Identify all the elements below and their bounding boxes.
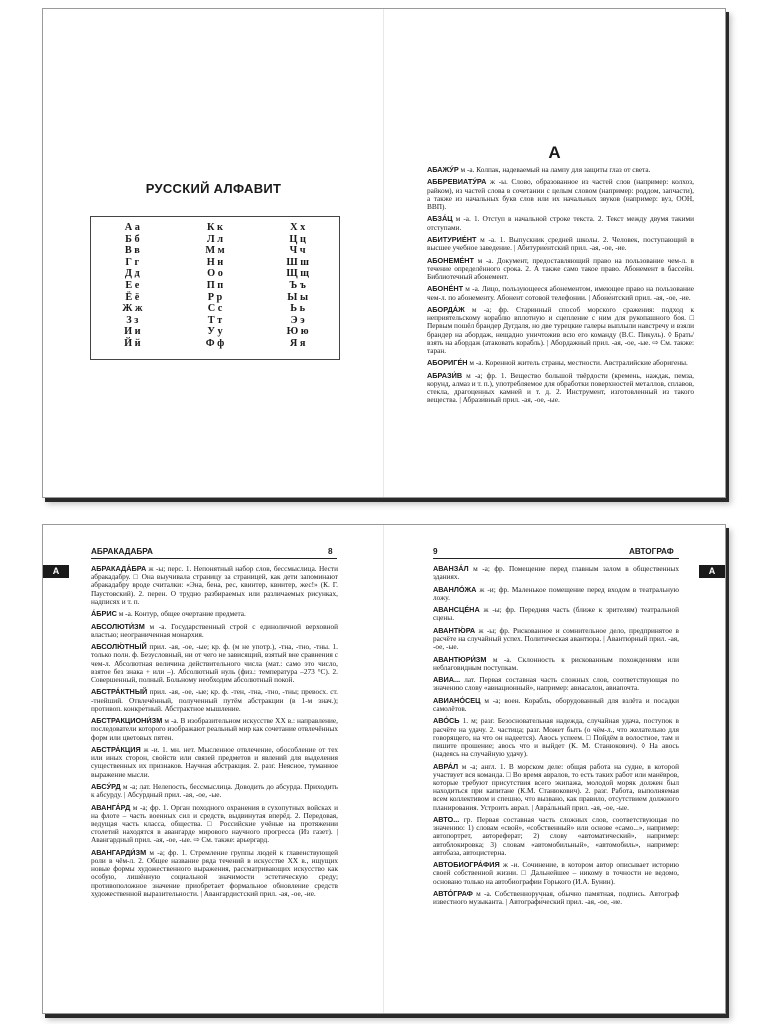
alphabet-letter: У у [207,326,223,338]
headword: АВАНТЮРИ́ЗМ [433,654,487,664]
dictionary-entry [433,717,679,758]
headword: АБОРИГЕ́Н [427,358,468,368]
definition: ж -ы; фр. Передняя часть (ближе к зрителям) театральной сцены. [433,605,679,623]
running-head: АВТОГРАФ [629,547,674,556]
dictionary-entry [91,783,338,799]
headword: АБСОЛЮ́ТНЫЙ [91,642,147,652]
dictionary-entry [427,236,694,252]
running-head: АБРАКАДАБРА [91,547,153,556]
alphabet-letter: Ю ю [286,326,309,338]
alphabet-letter: О о [207,268,223,280]
definition: м -а. Документ, предоставляющий право на пользование чем-л. в течение определённого срока. 2. А также само такое право. Абонемент в бассейн. Библиотечный абонемент. [427,255,694,281]
headword: АВТО́ГРАФ [433,888,473,898]
page-right-dictionary [384,9,725,497]
page-8 [43,525,384,1013]
dictionary-entry [91,717,338,742]
headword: А́БРИС [91,609,117,619]
dictionary-entry [91,565,338,606]
alphabet-letter: Д д [124,268,140,280]
alphabet-letter: Ц ц [289,233,306,245]
headword: АВАНЗА́Л [433,564,469,573]
alphabet-title: РУССКИЙ АЛФАВИТ [145,181,282,196]
alphabet-table [90,216,340,360]
entries-column [91,565,338,902]
alphabet-letter: Ч ч [289,245,306,257]
alphabet-letter: Э э [290,314,305,326]
headword: АБОРДА́Ж [427,304,465,314]
definition: м -а; лат. Нелепость, бессмыслица. Доводить до абсурда. Приходить к абсурду. | Абсу́рдный прил. -ая, -ое, -ые. [91,781,338,800]
alphabet-letter: Г г [125,256,140,268]
definition: ж -ы; фр. Рискованное и сомнительное дело, предпринятое в расчёте на случайный успех. Политическая авантюра. | Авантю́рный прил. -ая, -ое, -ые. [433,625,679,652]
alphabet-letter: Ш ш [286,256,309,268]
definition: ж -и; фр. Маленькое помещение перед входом в театральную ложу. [433,584,679,602]
dictionary-entry [427,166,694,174]
headword: АББРЕВИАТУ́РА [427,177,487,187]
headword: АВТО... [433,814,460,824]
dictionary-entry [433,606,679,622]
definition: гр. Первая составная часть сложных слов, соответствующая по значению: 1) словам «свой», «собственный» или основе «само...», например: автопортрет, автореферат; 2) слову «автоматический», например: автоблокировка; 3) словам «автомобильный», «автомобиль», например: автобаза, автоцистерна. [433,814,679,857]
book-spread-top [42,8,726,498]
definition: м -а. Контур, общее очертание предмета. [116,609,246,619]
alphabet-letter: К к [207,222,223,233]
headword: АБАЖУ́Р [427,165,459,174]
alphabet-letter: З з [126,314,139,326]
definition: м -а; фр. Старинный способ морского сражения: подход к неприятельскому кораблю вплотную и сцепление с ним для рукопашного боя. □ Первым пошёл брандер Дугдаля, но две турецкие галеры выплыли навстречу и взяли брандер на абордаж, нещадно уничтожив всю его команду (В.С. Пикуль). ◊ Брать/взять на абордаж (атаковать корабль). | Абордажный прил. -ая, -ое, -ые. ⇨ См. также: таран. [427,304,694,355]
dictionary-entry [427,178,694,211]
headword: АВИАНО́СЕЦ [433,695,481,705]
alphabet-letter: И и [124,326,141,338]
definition: ж -и. 1. мн. нет. Мысленное отвлечение, обособление от тех или иных сторон, свойств или связей предметов и явлений для выделения существенных их признаков. Научная абстракция. 2. разг. Неясное, туманное выражение мысли. [91,744,338,779]
dictionary-entry [433,627,679,652]
dictionary-entry [433,861,679,886]
definition: прил. -ая, -ое, -ые; кр. ф. -тен, -тна, -тно, -тны; превосх. ст. -тнейший. Отвлечённый, полученный путём абстракции (в 1-м знач.); противоп. конкре́тный. Абстрактное мышление. [91,687,338,713]
section-letter: А [548,143,561,162]
dictionary-entry [427,359,694,367]
definition: м -а. Коренной житель страны, местности. Австралийские аборигены. [467,358,688,368]
headword: АБРАЗИ́В [427,370,463,380]
headword: АБСТРАКЦИОНИ́ЗМ [91,716,163,726]
alphabet-letter: Щ щ [286,268,309,280]
alphabet-letter: Ъ ъ [289,279,306,291]
alphabet-letter: Ж ж [122,303,143,315]
dictionary-entry [91,643,338,684]
alphabet-letter: М м [205,245,225,257]
dictionary-entry [433,816,679,857]
page-number: 8 [328,547,333,556]
headword: АВАНТЮ́РА [433,625,476,635]
definition: м -а. Собственноручная, обычно памятная, подпись. Автограф известного музыканта. | Автографи́ческий прил. -ая, -ое, -ие. [433,888,679,907]
headword: АВО́СЬ [433,716,460,726]
alphabet-letter: Л л [206,233,223,245]
definition: лат. Первая составная часть сложных слов, соответствующая по значению слову «авиационный», например: авиасалон, авиапочта. [433,675,679,693]
page-9 [384,525,725,1013]
definition: м -а. В изобразительном искусстве XX в.: направление, последователи которого изображают реальный мир как сочетание отвлечённых форм или цветовых пятен. [91,716,338,742]
headword: АБИТУРИЕ́НТ [427,234,477,244]
alphabet-letter: А а [124,222,140,233]
dictionary-entry [91,804,338,845]
definition: ж -и. Сочинение, в котором автор описывает историю своей собственной жизни. □ Дальнейшее – никому в точности не ведомо, основано только на автобиографии Горького (И.А. Бунин). [433,860,679,886]
definition: м -а; воен. Корабль, оборудованный для взлёта и посадки самолётов. [433,695,679,713]
alphabet-letter: Т т [207,314,223,326]
dictionary-entry [91,623,338,639]
dictionary-entry [91,849,338,898]
definition: м -а; англ. 1. В морском деле: общая работа на судне, в которой участвует вся команда. □ Во время авралов, то есть таких работ или манёвров, которые требуют присутствия всего экипажа, молодой моряк должен был находиться при капитане (К.М. Станюкович). 2. разг. Работа, выполняемая всем коллективом и спешно, что вызвано, как правило, отсутствием должного планирования. Устроить аврал. | Авра́льный прил. -ая, -ое, -ые. [433,761,679,812]
header-rule [91,558,337,559]
alphabet-letter: Ф ф [205,337,225,349]
dictionary-entry [433,656,679,672]
dictionary-entry [433,565,679,581]
headword: АВАНГАРДИ́ЗМ [91,847,147,857]
entries-column [427,166,694,409]
definition: м -а; фр. 1. Вещество большой твёрдости (кремень, наждак, пемза, корунд, алмаз и т. п.), употребляемое для обработки поверхностей металлов, сплавов, стекла, драгоценных камней и т. д. 2. Инструмент, изготовленный из такого вещества. | Абрази́вный прил. -ая, -ое, -ые. [427,370,694,405]
definition: м -а; фр. 1. Стремление группы людей к главенствующей роли в чём-л. 2. Общее название ряда течений в искусстве XX в., ищущих новые формы художественного выражения, рассматривающих искусство как особую, лишённую социальной значимости эстетическую среду; противоположное значение приобретает формальное обновление средств художественной выразительности. | Авангардистский прил. -ая, -ое, -ие. [91,847,338,898]
headword: АБРАКАДА́БРА [91,564,147,573]
definition: м -а. Лицо, пользующееся абонементом, имеющее право на пользование чем-л. по абонементу. Абонент сотовой телефонии. | Абоне́нтский прил. -ая, -ое, -ие. [427,284,694,302]
headword: АВРА́Л [433,761,459,771]
headword: АБСТРА́КТНЫЙ [91,687,148,697]
alphabet-letter: Х х [290,222,306,233]
headword: АБОНЕ́НТ [427,284,464,294]
dictionary-entry [427,257,694,282]
book-spread-bottom [42,524,726,1014]
definition: ж -ы; перс. 1. Непонятный набор слов, бессмыслица. Нести абракадабру. □ Она выучивала страницу за страницей, как дети запоминают абракадабру вроде считалки: «Эна, бена, рес, квинтер, квинтер, жес!» (К. Г. Паустовский). 2. перен. О трудно разбираемых или различаемых рисунках, надписях и т. п. [91,564,338,606]
alphabet-letter: П п [206,279,224,291]
alphabet-letter: Ы ы [287,291,309,303]
alphabet-letter: С с [207,303,223,315]
definition: м -а; фр. 1. Орган походного охранения в сухопутных войсках и на флоте – часть военных сил и средств, выдвинутая вперёд. 2. Передовая, ведущая часть класса, общества. □ Российские учёные на протяжении столетий находятся в авангарде мирового научного прогресса (Из газет). | Авангардный прил. -ая, -ое, -ые. ⇨ См. также: арьергард. [91,802,338,845]
headword: АБСТРА́КЦИЯ [91,744,141,754]
definition: м -а. Государственный строй с единоличной верховной властью; неограниченная монархия. [91,621,338,639]
dictionary-entry [91,688,338,713]
alphabet-letter: Й й [124,337,141,349]
letter-tab: А [43,565,69,578]
headword: АВАНСЦЕ́НА [433,605,480,615]
headword: АБСОЛЮТИ́ЗМ [91,621,145,631]
alphabet-letter: Ё ё [125,291,140,303]
alphabet-letter: В в [124,245,140,257]
dictionary-entry [91,746,338,779]
definition: м -а. 1. Выпускник средней школы. 2. Человек, поступающий в высшее учебное заведение. | Абитурие́нтский прил. -ая, -ое, -ие. [427,234,694,253]
dictionary-entry [427,285,694,301]
alphabet-letter: Н н [206,256,224,268]
dictionary-entry [433,676,679,692]
headword: АВИА... [433,675,461,685]
alphabet-letter: Р р [207,291,223,303]
definition: ж -ы. Слово, образованное из частей слов (например: колхоз, райком), из частей слова в сочетании с целым словом (например: роддом, запчасти), а также из начальных букв слов или их начальных звуков (например: вуз, ООН, ВВП). [427,177,694,211]
definition: м -а. Колпак, надеваемый на лампу для защиты глаз от света. [458,165,651,174]
definition: м -а; фр. Помещение перед главным залом в общественных зданиях. [433,564,679,582]
dictionary-entry [91,610,338,618]
letter-tab: А [699,565,725,578]
dictionary-entry [433,586,679,602]
entries-column [433,565,679,911]
definition: 1. м; разг. Безосновательная надежда, случайная удача, поступок в расчёте на удачу. 2. частица; разг. Может быть (о чём-л., что желательно для говорящего, на что он надеется). Авось успеем. □ Пойдём в волостное, там и пишите прошение; авось что и выйдет (К. М. Станюкович). ◊ На авось (надеясь на случайную удачу). [433,716,679,759]
dictionary-entry [433,697,679,713]
headword: АВТОБИОГРА́ФИЯ [433,860,500,870]
dictionary-entry [427,306,694,355]
definition: м -а. 1. Отступ в начальной строке текста. 2. Текст между двумя такими отступами. [427,214,694,232]
alphabet-letter: Е е [125,279,140,291]
headword: АБСУ́РД [91,781,121,791]
headword: АВАНЛО́ЖА [433,584,477,594]
dictionary-entry [427,372,694,405]
alphabet-letter: Б б [125,233,140,245]
dictionary-entry [433,890,679,906]
headword: АВАНГА́РД [91,802,131,812]
definition: м -а. Склонность к рискованным похождениям или неблаговидным поступкам. [433,654,679,672]
dictionary-entry [433,763,679,812]
headword: АБОНЕМЕ́НТ [427,255,474,265]
dictionary-entry [427,215,694,231]
alphabet-letter: Ь ь [290,303,306,315]
header-rule [433,558,679,559]
page-number: 9 [433,547,438,556]
alphabet-letter: Я я [289,337,306,349]
definition: прил. -ая, -ое, -ые; кр. ф. (м не употр.), -тна, -тно, -тны. 1. только полн. ф. Безусловный, ни от чего не зависящий, взятый вне сравнения с чем-л. Абсолютная величина действительного числа (мат.: само это число, взятое без знака + или –). Абсолютный нуль (физ.: температура –273 °С). 2. Совершенный, полный. Больному необходим абсолютный покой. [91,642,338,684]
page-left-alphabet [43,9,384,497]
alphabet-grid [91,222,339,350]
headword: АБЗА́Ц [427,214,453,224]
